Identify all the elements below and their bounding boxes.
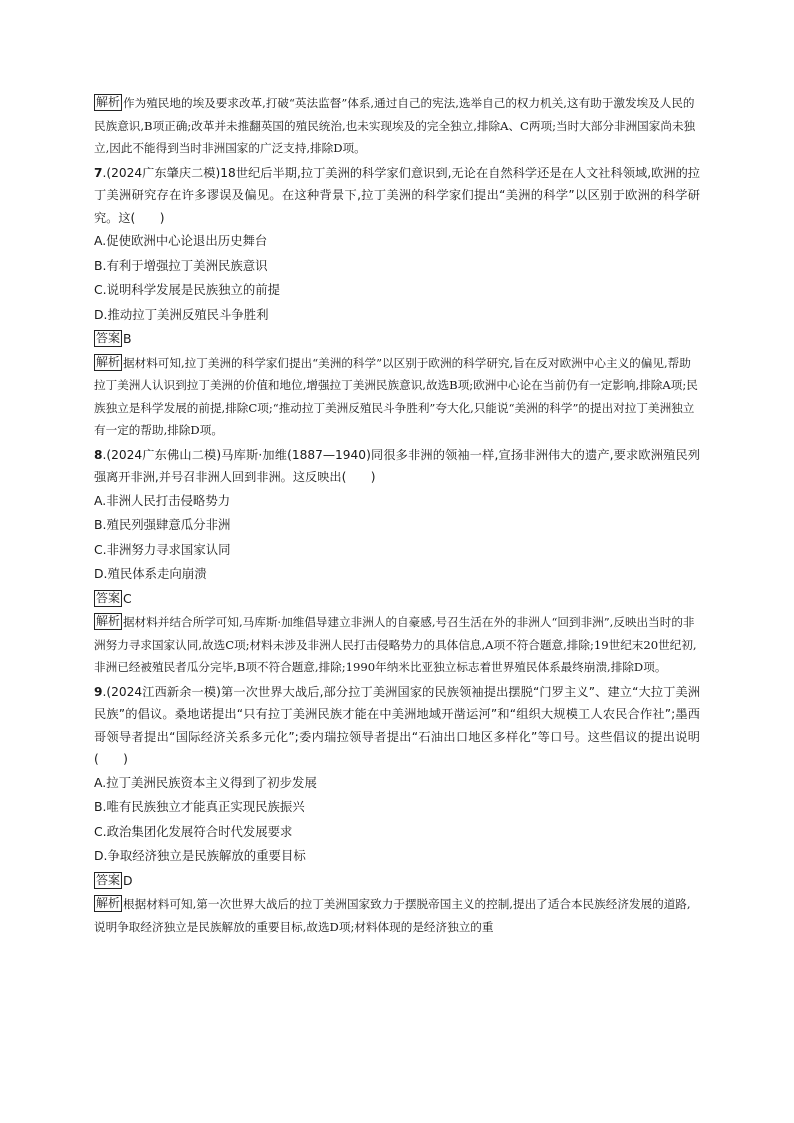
question-text: .(2024广东肇庆二模)18世纪后半期,拉丁美洲的科学家们意识到,无论在自然科学还是在人文社科领域,欧洲的拉丁美洲研究存在许多谬误及偏见。在这种背景下,拉丁美洲的科学家们提出“美洲的科学”以区别于欧洲的科学研究。这( ) xyxy=(94,165,700,225)
analysis-block xyxy=(94,893,700,938)
answer-value: D xyxy=(123,872,133,888)
option-a: A.促使欧洲中心论退出历史舞台 xyxy=(94,233,268,248)
question-number: 9 xyxy=(94,684,103,699)
answer-line xyxy=(94,869,700,894)
question-7 xyxy=(94,162,700,442)
answer-line xyxy=(94,587,700,612)
option-c: C.非洲努力寻求国家认同 xyxy=(94,541,231,557)
question-number: 7 xyxy=(94,165,103,180)
option-c: C.说明科学发展是民族独立的前提 xyxy=(94,282,281,297)
option-d: D.推动拉丁美洲反殖民斗争胜利 xyxy=(94,306,269,322)
answer-line xyxy=(94,327,700,352)
analysis-block xyxy=(94,352,700,442)
question-number: 8 xyxy=(94,447,103,462)
option-b: B.有利于增强拉丁美洲民族意识 xyxy=(94,257,268,273)
question-stem xyxy=(94,681,700,771)
answer-tag: 答案 xyxy=(96,872,121,887)
intro-analysis xyxy=(94,92,700,160)
option-d: D.殖民体系走向崩溃 xyxy=(94,566,207,581)
document-page xyxy=(94,92,700,938)
option-b: B.唯有民族独立才能真正实现民族振兴 xyxy=(94,799,305,814)
answer-tag: 答案 xyxy=(96,331,121,345)
analysis-tag: 解析 xyxy=(96,896,121,910)
answer-value: B xyxy=(123,331,132,346)
question-text: .(2024江西新余一模)第一次世界大战后,部分拉丁美洲国家的民族领袖提出摆脱“门罗主义”、建立“大拉丁美洲民族”的倡议。桑地诺提出“只有拉丁美洲民族才能在中美洲地域开凿运河”和“组织大规模工人农民合作社”;墨西哥领导者提出“国际经济关系多元化”;委内瑞拉领导者提出“石油出口地区多样化”等口号。这些倡议的提出说明( ) xyxy=(94,684,700,766)
answer-value: C xyxy=(123,590,132,606)
question-stem xyxy=(94,444,700,489)
option-a: A.非洲人民打击侵略势力 xyxy=(94,492,231,508)
question-8 xyxy=(94,444,700,679)
option-a: A.拉丁美洲民族资本主义得到了初步发展 xyxy=(94,774,317,790)
analysis-tag: 解析 xyxy=(96,95,121,109)
option-d: D.争取经济独立是民族解放的重要目标 xyxy=(94,848,306,863)
question-9 xyxy=(94,681,700,939)
analysis-text: 根据材料可知,第一次世界大战后的拉丁美洲国家致力于摆脱帝国主义的控制,提出了适合本民族经济发展的道路,说明争取经济独立是民族解放的重要目标,故选D项;材料体现的是经济独立的重 xyxy=(94,897,691,934)
analysis-tag: 解析 xyxy=(96,354,121,369)
analysis-text: 据材料可知,拉丁美洲的科学家们提出“美洲的科学”以区别于欧洲的科学研究,旨在反对欧洲中心主义的偏见,帮助拉丁美洲人认识到拉丁美洲的价值和地位,增强拉丁美洲民族意识,故选B项;欧洲中心论在当前仍有一定影响,排除A项;民族独立是科学发展的前提,排除C项;“推动拉丁美洲反殖民斗争胜利”夸大化,只能说“美洲的科学”的提出对拉丁美洲独立有一定的帮助,排除D项。 xyxy=(94,355,698,437)
question-stem xyxy=(94,162,700,230)
option-b: B.殖民列强肆意瓜分非洲 xyxy=(94,517,231,532)
analysis-text: 作为殖民地的埃及要求改革,打破“英法监督”体系,通过自己的宪法,选举自己的权力机关,这有助于激发埃及人民的民族意识,B项正确;改革并未推翻英国的殖民统治,也未实现埃及的完全独立,排除A、C两项;当时大部分非洲国家尚未独立,因此不能得到当时非洲国家的广泛支持,排除D项。 xyxy=(94,96,696,155)
option-c: C.政治集团化发展符合时代发展要求 xyxy=(94,823,293,839)
analysis-block xyxy=(94,611,700,679)
question-text: .(2024广东佛山二模)马库斯·加维(1887—1940)同很多非洲的领袖一样,宣扬非洲伟大的遗产,要求欧洲殖民列强离开非洲,并号召非洲人回到非洲。这反映出( ) xyxy=(94,447,700,484)
analysis-text: 据材料并结合所学可知,马库斯·加维倡导建立非洲人的自豪感,号召生活在外的非洲人“回到非洲”,反映出当时的非洲努力寻求国家认同,故选C项;材料未涉及非洲人民打击侵略势力的具体信息,A项不符合题意,排除;19世纪末20世纪初,非洲已经被殖民者瓜分完毕,B项不符合题意,排除;1990年纳米比亚独立标志着世界殖民体系最终崩溃,排除D项。 xyxy=(94,615,697,674)
analysis-tag: 解析 xyxy=(96,614,121,628)
answer-tag: 答案 xyxy=(96,590,121,605)
